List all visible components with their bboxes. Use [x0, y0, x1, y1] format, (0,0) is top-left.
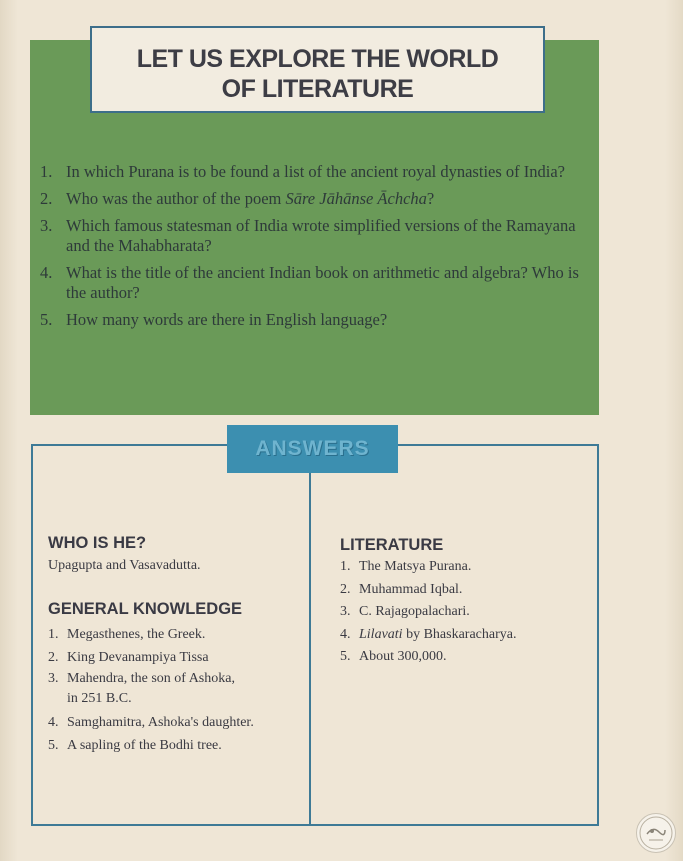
title-box — [90, 26, 545, 113]
answer-item — [340, 624, 590, 647]
question-number: 4. — [40, 263, 53, 282]
answers-banner — [227, 425, 398, 473]
answer-number: 5. — [340, 649, 351, 664]
question-item — [40, 216, 580, 256]
answer-number: 1. — [48, 627, 59, 642]
question-number: 2. — [40, 189, 53, 208]
answer-number: 5. — [48, 737, 59, 753]
literature-answers-list — [340, 556, 590, 669]
answer-text: The Matsya Purana. — [359, 559, 472, 574]
answer-item — [48, 624, 303, 647]
question-item — [40, 189, 580, 209]
question-text: In which Purana is to be found a list of the ancient royal dynasties of India? — [66, 162, 565, 181]
question-item — [40, 263, 580, 303]
answer-number: 3. — [340, 604, 351, 619]
who-is-he-answer: Upagupta and Vasavadutta. — [48, 558, 201, 573]
answer-item — [48, 735, 303, 758]
who-is-he-heading: WHO IS HE? — [48, 534, 147, 552]
answer-number: 3. — [48, 671, 59, 686]
answer-text-line-2: in 251 B.C. — [67, 691, 132, 706]
answer-number: 4. — [340, 626, 351, 642]
answer-item — [340, 556, 590, 579]
answer-number: 1. — [340, 559, 351, 574]
answer-number: 2. — [340, 581, 351, 597]
questions-list — [40, 162, 580, 337]
answer-item — [48, 712, 303, 735]
answer-number: 2. — [48, 649, 59, 665]
answer-text: Megasthenes, the Greek. — [67, 627, 206, 642]
general-knowledge-list — [48, 624, 303, 757]
answer-text: by Bhaskaracharya. — [402, 626, 517, 642]
question-text: Who was the author of the poem — [66, 189, 286, 208]
literature-heading: LITERATURE — [340, 536, 444, 554]
answer-text: About 300,000. — [359, 649, 447, 664]
column-divider — [309, 472, 311, 826]
answer-text: A sapling of the Bodhi tree. — [67, 737, 222, 753]
answer-text: Samghamitra, Ashoka's daughter. — [67, 715, 254, 730]
book-title: Lilavati — [359, 626, 403, 642]
title-line-1: LET US EXPLORE THE WORLD — [136, 45, 499, 73]
answers-heading: ANSWERS — [255, 437, 370, 460]
question-text: What is the title of the ancient Indian book on arithmetic and algebra? Who is the author? — [66, 263, 579, 302]
answer-text: C. Rajagopalachari. — [359, 604, 470, 619]
question-text: Which famous statesman of India wrote simplified versions of the Ramayana and the Mahabharata? — [66, 216, 576, 255]
watermark-stamp-icon — [636, 813, 676, 853]
general-knowledge-heading: GENERAL KNOWLEDGE — [48, 600, 243, 618]
answer-item — [340, 646, 590, 669]
poem-title: Sāre Jāhānse Āchcha — [285, 189, 427, 208]
question-number: 5. — [40, 310, 53, 329]
answer-text-line-1: Mahendra, the son of Ashoka, — [67, 671, 235, 686]
question-text: How many words are there in English language? — [66, 310, 388, 329]
question-item — [40, 310, 580, 330]
question-mark: ? — [426, 189, 435, 208]
question-item — [40, 162, 580, 182]
answer-item — [48, 647, 303, 670]
title-line-2: OF LITERATURE — [221, 75, 414, 103]
answer-text: Muhammad Iqbal. — [359, 581, 463, 597]
answer-text: King Devanampiya Tissa — [67, 649, 209, 665]
answer-item — [340, 601, 590, 624]
answer-number: 4. — [48, 715, 59, 730]
question-number: 1. — [40, 162, 53, 181]
answer-item — [48, 669, 303, 709]
question-number: 3. — [40, 216, 53, 235]
answer-item — [340, 579, 590, 602]
